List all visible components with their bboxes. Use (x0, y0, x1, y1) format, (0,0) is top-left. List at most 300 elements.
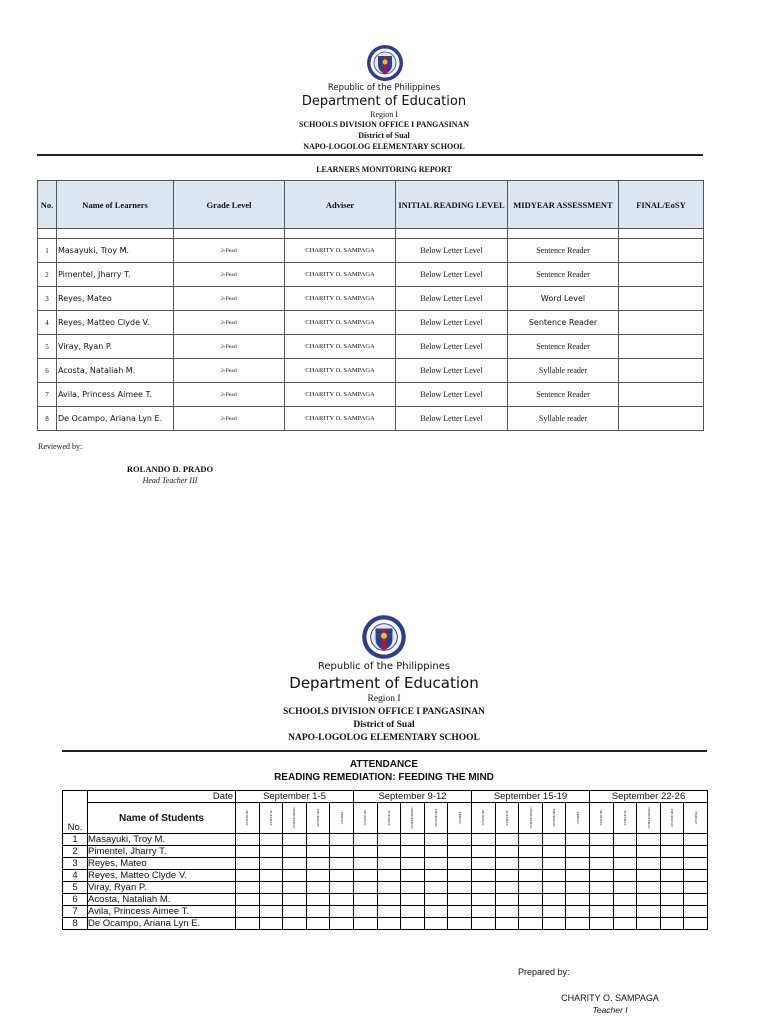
region-label: Region I (370, 110, 398, 119)
table-row (63, 918, 708, 930)
final-level (619, 359, 704, 383)
col-grade-header: Grade Level (174, 181, 285, 229)
deped-seal-icon (361, 614, 407, 660)
adviser-name: CHARITY O. SAMPAGA (285, 263, 396, 287)
attendance-cell[interactable] (236, 894, 260, 906)
attendance-cell[interactable] (684, 918, 708, 930)
adviser-name: CHARITY O. SAMPAGA (285, 239, 396, 263)
row-number: 1 (38, 239, 57, 263)
attendance-cell[interactable] (353, 906, 377, 918)
final-level (619, 239, 704, 263)
attendance-cell[interactable] (590, 846, 614, 858)
attendance-cell[interactable] (283, 858, 307, 870)
attendance-cell[interactable] (353, 870, 377, 882)
attendance-cell[interactable] (590, 906, 614, 918)
attendance-cell[interactable] (684, 870, 708, 882)
no-header: No. (63, 791, 88, 834)
table-row (63, 846, 708, 858)
attendance-cell[interactable] (330, 894, 354, 906)
district-label: District of Sual (358, 131, 410, 140)
attendance-cell[interactable] (330, 882, 354, 894)
attendance-cell[interactable] (259, 894, 283, 906)
learner-name: Reyes, Matteo Clyde V. (57, 311, 174, 335)
attendance-cell[interactable] (542, 918, 566, 930)
attendance-cell[interactable] (495, 834, 519, 846)
attendance-cell[interactable] (637, 894, 661, 906)
attendance-cell[interactable] (306, 906, 330, 918)
attendance-cell[interactable] (542, 834, 566, 846)
attendance-cell[interactable] (353, 846, 377, 858)
attendance-subtitle: READING REMEDIATION: FEEDING THE MIND (274, 772, 494, 783)
header-divider (62, 750, 707, 752)
attendance-cell[interactable] (590, 918, 614, 930)
attendance-cell[interactable] (684, 834, 708, 846)
attendance-cell[interactable] (590, 834, 614, 846)
report-spacer-row (38, 229, 704, 239)
attendance-cell[interactable] (306, 870, 330, 882)
grade-level: 2-Pearl (174, 407, 285, 431)
attendance-cell[interactable] (236, 870, 260, 882)
attendance-cell[interactable] (353, 858, 377, 870)
table-row (38, 407, 704, 431)
attendance-cell[interactable] (424, 870, 448, 882)
republic-label: Republic of the Philippines (317, 661, 451, 672)
table-row (38, 383, 704, 407)
attendance-cell[interactable] (566, 846, 590, 858)
student-name: Masayuki, Troy M. (88, 834, 236, 846)
day-wednesday: WEDNESDAY (637, 803, 661, 834)
day-thursday: THURSDAY (306, 803, 330, 834)
table-row (63, 870, 708, 882)
grade-level: 2-Pearl (174, 239, 285, 263)
attendance-cell[interactable] (353, 894, 377, 906)
attendance-cell[interactable] (590, 882, 614, 894)
attendance-cell[interactable] (401, 846, 425, 858)
final-level (619, 407, 704, 431)
adviser-name: CHARITY O. SAMPAGA (285, 311, 396, 335)
attendance-cell[interactable] (401, 918, 425, 930)
row-number: 6 (63, 894, 88, 906)
attendance-cell[interactable] (401, 894, 425, 906)
attendance-cell[interactable] (495, 870, 519, 882)
attendance-cell[interactable] (684, 858, 708, 870)
attendance-cell[interactable] (283, 882, 307, 894)
attendance-cell[interactable] (306, 918, 330, 930)
attendance-cell[interactable] (448, 846, 472, 858)
attendance-cell[interactable] (566, 918, 590, 930)
attendance-cell[interactable] (448, 882, 472, 894)
col-final-header: FINAL/EoSY (619, 181, 704, 229)
final-level (619, 287, 704, 311)
attendance-cell[interactable] (542, 894, 566, 906)
attendance-cell[interactable] (306, 846, 330, 858)
attendance-cell[interactable] (259, 870, 283, 882)
grade-level: 2-Pearl (174, 335, 285, 359)
attendance-cell[interactable] (448, 918, 472, 930)
attendance-cell[interactable] (495, 858, 519, 870)
student-name: Reyes, Matteo Clyde V. (88, 870, 236, 882)
division-label: SCHOOLS DIVISION OFFICE I PANGASINAN (283, 707, 485, 717)
attendance-cell[interactable] (283, 918, 307, 930)
header-divider (37, 154, 703, 156)
attendance-cell[interactable] (495, 882, 519, 894)
student-name: Acosta, Nataliah M. (88, 894, 236, 906)
attendance-cell[interactable] (613, 846, 637, 858)
week-3-header: September 15-19 (472, 791, 590, 803)
col-initial-header: INITIAL READING LEVEL (396, 181, 508, 229)
day-monday: MONDAY (236, 803, 260, 834)
day-tuesday: TUESDAY (377, 803, 401, 834)
attendance-cell[interactable] (519, 834, 543, 846)
midyear-level: Word Level (508, 287, 619, 311)
week-4-header: September 22-26 (590, 791, 708, 803)
day-friday: FRIDAY (684, 803, 708, 834)
week-2-header: September 9-12 (353, 791, 471, 803)
attendance-cell[interactable] (542, 882, 566, 894)
attendance-cell[interactable] (353, 918, 377, 930)
attendance-cell[interactable] (519, 870, 543, 882)
attendance-cell[interactable] (377, 846, 401, 858)
student-name: De Ocampo, Ariana Lyn E. (88, 918, 236, 930)
attendance-cell[interactable] (542, 846, 566, 858)
reviewed-by-label: Reviewed by: (38, 442, 83, 451)
midyear-level: Syllable reader (508, 359, 619, 383)
attendance-cell[interactable] (684, 882, 708, 894)
row-number: 5 (38, 335, 57, 359)
row-number: 3 (38, 287, 57, 311)
date-row (63, 791, 708, 803)
preparer-name: CHARITY O. SAMPAGA (561, 993, 659, 1003)
row-number: 3 (63, 858, 88, 870)
adviser-name: CHARITY O. SAMPAGA (285, 287, 396, 311)
division-label: SCHOOLS DIVISION OFFICE I PANGASINAN (298, 120, 470, 129)
col-midyear-header: MIDYEAR ASSESSMENT (508, 181, 619, 229)
attendance-cell[interactable] (542, 858, 566, 870)
attendance-cell[interactable] (637, 846, 661, 858)
attendance-cell[interactable] (637, 870, 661, 882)
attendance-cell[interactable] (542, 870, 566, 882)
reviewer-title: Head Teacher III (142, 476, 198, 485)
midyear-level: Sentence Reader (508, 263, 619, 287)
learner-name: De Ocampo, Ariana Lyn E. (57, 407, 174, 431)
col-no-header: No. (38, 181, 57, 229)
attendance-cell[interactable] (660, 882, 684, 894)
attendance-cell[interactable] (283, 846, 307, 858)
attendance-cell[interactable] (613, 906, 637, 918)
attendance-cell[interactable] (283, 894, 307, 906)
learner-name: Pimentel, Jharry T. (57, 263, 174, 287)
table-row (38, 359, 704, 383)
adviser-name: CHARITY O. SAMPAGA (285, 383, 396, 407)
week-1-header: September 1-5 (236, 791, 354, 803)
attendance-cell[interactable] (448, 906, 472, 918)
attendance-cell[interactable] (495, 894, 519, 906)
attendance-cell[interactable] (448, 870, 472, 882)
attendance-cell[interactable] (472, 858, 496, 870)
row-number: 6 (38, 359, 57, 383)
day-wednesday: WEDNESDAY (401, 803, 425, 834)
attendance-cell[interactable] (401, 834, 425, 846)
attendance-cell[interactable] (590, 870, 614, 882)
attendance-cell[interactable] (637, 882, 661, 894)
table-row (38, 287, 704, 311)
attendance-cell[interactable] (377, 918, 401, 930)
attendance-cell[interactable] (448, 858, 472, 870)
attendance-cell[interactable] (259, 858, 283, 870)
attendance-cell[interactable] (566, 894, 590, 906)
school-label: NAPO-LOGOLOG ELEMENTARY SCHOOL (303, 142, 465, 151)
attendance-cell[interactable] (236, 858, 260, 870)
row-number: 8 (63, 918, 88, 930)
days-row (63, 803, 708, 834)
attendance-cell[interactable] (259, 918, 283, 930)
attendance-cell[interactable] (637, 906, 661, 918)
attendance-cell[interactable] (448, 894, 472, 906)
grade-level: 2-Pearl (174, 383, 285, 407)
attendance-cell[interactable] (330, 858, 354, 870)
attendance-cell[interactable] (684, 906, 708, 918)
midyear-level: Sentence Reader (508, 239, 619, 263)
attendance-cell[interactable] (401, 858, 425, 870)
attendance-cell[interactable] (613, 918, 637, 930)
day-monday: MONDAY (590, 803, 614, 834)
attendance-cell[interactable] (377, 894, 401, 906)
attendance-cell[interactable] (306, 882, 330, 894)
attendance-cell[interactable] (637, 918, 661, 930)
prepared-by-label: Prepared by: (518, 967, 570, 977)
adviser-name: CHARITY O. SAMPAGA (285, 359, 396, 383)
grade-level: 2-Pearl (174, 263, 285, 287)
attendance-cell[interactable] (401, 882, 425, 894)
attendance-cell[interactable] (519, 882, 543, 894)
attendance-cell[interactable] (259, 906, 283, 918)
day-thursday: THURSDAY (660, 803, 684, 834)
preparer-title: Teacher I (592, 1005, 628, 1015)
attendance-cell[interactable] (660, 858, 684, 870)
attendance-cell[interactable] (472, 882, 496, 894)
midyear-level: Sentence Reader (508, 311, 619, 335)
attendance-cell[interactable] (236, 882, 260, 894)
attendance-cell[interactable] (660, 846, 684, 858)
row-number: 2 (38, 263, 57, 287)
district-label: District of Sual (353, 720, 415, 730)
department-title: Department of Education (301, 94, 467, 109)
attendance-cell[interactable] (330, 834, 354, 846)
attendance-cell[interactable] (259, 834, 283, 846)
attendance-cell[interactable] (472, 870, 496, 882)
initial-level: Below Letter Level (396, 335, 508, 359)
table-row (38, 239, 704, 263)
final-level (619, 311, 704, 335)
attendance-cell[interactable] (424, 834, 448, 846)
final-level (619, 335, 704, 359)
attendance-cell[interactable] (684, 894, 708, 906)
attendance-cell[interactable] (495, 906, 519, 918)
attendance-cell[interactable] (424, 894, 448, 906)
attendance-cell[interactable] (613, 870, 637, 882)
student-name: Reyes, Mateo (88, 858, 236, 870)
day-friday: FRIDAY (566, 803, 590, 834)
learner-name: Viray, Ryan P. (57, 335, 174, 359)
final-level (619, 383, 704, 407)
attendance-cell[interactable] (306, 858, 330, 870)
attendance-cell[interactable] (566, 870, 590, 882)
attendance-cell[interactable] (472, 834, 496, 846)
attendance-cell[interactable] (613, 894, 637, 906)
student-name: Avila, Princess Aimee T. (88, 906, 236, 918)
attendance-cell[interactable] (566, 834, 590, 846)
report-header-row (38, 181, 704, 229)
grade-level: 2-Pearl (174, 359, 285, 383)
initial-level: Below Letter Level (396, 287, 508, 311)
attendance-cell[interactable] (377, 882, 401, 894)
attendance-cell[interactable] (660, 834, 684, 846)
adviser-name: CHARITY O. SAMPAGA (285, 335, 396, 359)
date-label: Date (88, 791, 236, 803)
day-friday: FRIDAY (448, 803, 472, 834)
attendance-cell[interactable] (448, 834, 472, 846)
learners-report-table (37, 180, 704, 431)
learner-name: Avila, Princess Aimee T. (57, 383, 174, 407)
attendance-cell[interactable] (660, 870, 684, 882)
table-row (63, 858, 708, 870)
row-number: 2 (63, 846, 88, 858)
table-row (63, 882, 708, 894)
table-row (38, 263, 704, 287)
attendance-cell[interactable] (236, 906, 260, 918)
attendance-cell[interactable] (424, 858, 448, 870)
department-title: Department of Education (289, 674, 479, 692)
attendance-cell[interactable] (330, 870, 354, 882)
row-number: 7 (38, 383, 57, 407)
learner-name: Reyes, Mateo (57, 287, 174, 311)
attendance-cell[interactable] (566, 882, 590, 894)
day-monday: MONDAY (353, 803, 377, 834)
day-tuesday: TUESDAY (259, 803, 283, 834)
attendance-cell[interactable] (613, 834, 637, 846)
day-wednesday: WEDNESDAY (283, 803, 307, 834)
table-row (63, 834, 708, 846)
attendance-cell[interactable] (377, 858, 401, 870)
attendance-cell[interactable] (401, 870, 425, 882)
attendance-cell[interactable] (259, 882, 283, 894)
row-number: 4 (38, 311, 57, 335)
attendance-cell[interactable] (353, 834, 377, 846)
attendance-cell[interactable] (613, 858, 637, 870)
attendance-cell[interactable] (330, 918, 354, 930)
student-name: Pimentel, Jharry T. (88, 846, 236, 858)
attendance-cell[interactable] (660, 918, 684, 930)
attendance-cell[interactable] (519, 906, 543, 918)
attendance-cell[interactable] (283, 906, 307, 918)
reviewer-name: ROLANDO D. PRADO (126, 464, 214, 474)
attendance-cell[interactable] (283, 870, 307, 882)
initial-level: Below Letter Level (396, 359, 508, 383)
initial-level: Below Letter Level (396, 383, 508, 407)
attendance-cell[interactable] (566, 858, 590, 870)
row-number: 8 (38, 407, 57, 431)
attendance-cell[interactable] (377, 870, 401, 882)
attendance-cell[interactable] (236, 834, 260, 846)
attendance-cell[interactable] (236, 918, 260, 930)
initial-level: Below Letter Level (396, 263, 508, 287)
attendance-cell[interactable] (283, 834, 307, 846)
region-label: Region I (367, 694, 401, 704)
day-monday: MONDAY (472, 803, 496, 834)
day-wednesday: WEDNESDAY (519, 803, 543, 834)
deped-seal-icon (366, 44, 404, 82)
attendance-cell[interactable] (495, 918, 519, 930)
attendance-cell[interactable] (519, 846, 543, 858)
attendance-table (62, 790, 708, 930)
midyear-level: Syllable reader (508, 407, 619, 431)
day-tuesday: TUESDAY (613, 803, 637, 834)
day-tuesday: TUESDAY (495, 803, 519, 834)
attendance-cell[interactable] (590, 894, 614, 906)
row-number: 5 (63, 882, 88, 894)
attendance-cell[interactable] (424, 846, 448, 858)
attendance-cell[interactable] (637, 858, 661, 870)
attendance-cell[interactable] (424, 882, 448, 894)
grade-level: 2-Pearl (174, 311, 285, 335)
attendance-cell[interactable] (330, 846, 354, 858)
attendance-cell[interactable] (424, 906, 448, 918)
day-friday: FRIDAY (330, 803, 354, 834)
col-adviser-header: Adviser (285, 181, 396, 229)
students-name-header: Name of Students (88, 803, 236, 834)
republic-label: Republic of the Philippines (327, 83, 441, 93)
attendance-cell[interactable] (660, 906, 684, 918)
attendance-cell[interactable] (353, 882, 377, 894)
attendance-cell[interactable] (259, 846, 283, 858)
attendance-cell[interactable] (566, 906, 590, 918)
attendance-cell[interactable] (472, 894, 496, 906)
grade-level: 2-Pearl (174, 287, 285, 311)
attendance-cell[interactable] (519, 858, 543, 870)
attendance-cell[interactable] (472, 918, 496, 930)
initial-level: Below Letter Level (396, 311, 508, 335)
attendance-cell[interactable] (684, 846, 708, 858)
attendance-cell[interactable] (590, 858, 614, 870)
final-level (619, 263, 704, 287)
attendance-cell[interactable] (637, 834, 661, 846)
attendance-cell[interactable] (424, 918, 448, 930)
day-thursday: THURSDAY (424, 803, 448, 834)
attendance-cell[interactable] (306, 834, 330, 846)
attendance-cell[interactable] (495, 846, 519, 858)
attendance-cell[interactable] (377, 906, 401, 918)
attendance-cell[interactable] (236, 846, 260, 858)
attendance-cell[interactable] (330, 906, 354, 918)
attendance-cell[interactable] (472, 846, 496, 858)
initial-level: Below Letter Level (396, 407, 508, 431)
attendance-cell[interactable] (306, 894, 330, 906)
attendance-cell[interactable] (613, 882, 637, 894)
col-name-header: Name of Learners (57, 181, 174, 229)
initial-level: Below Letter Level (396, 239, 508, 263)
attendance-cell[interactable] (519, 894, 543, 906)
attendance-cell[interactable] (542, 906, 566, 918)
attendance-cell[interactable] (472, 906, 496, 918)
adviser-name: CHARITY O. SAMPAGA (285, 407, 396, 431)
midyear-level: Sentence Reader (508, 335, 619, 359)
attendance-cell[interactable] (401, 906, 425, 918)
learner-name: Acosta, Nataliah M. (57, 359, 174, 383)
school-label: NAPO-LOGOLOG ELEMENTARY SCHOOL (288, 733, 480, 743)
attendance-cell[interactable] (377, 834, 401, 846)
attendance-cell[interactable] (519, 918, 543, 930)
attendance-cell[interactable] (660, 894, 684, 906)
